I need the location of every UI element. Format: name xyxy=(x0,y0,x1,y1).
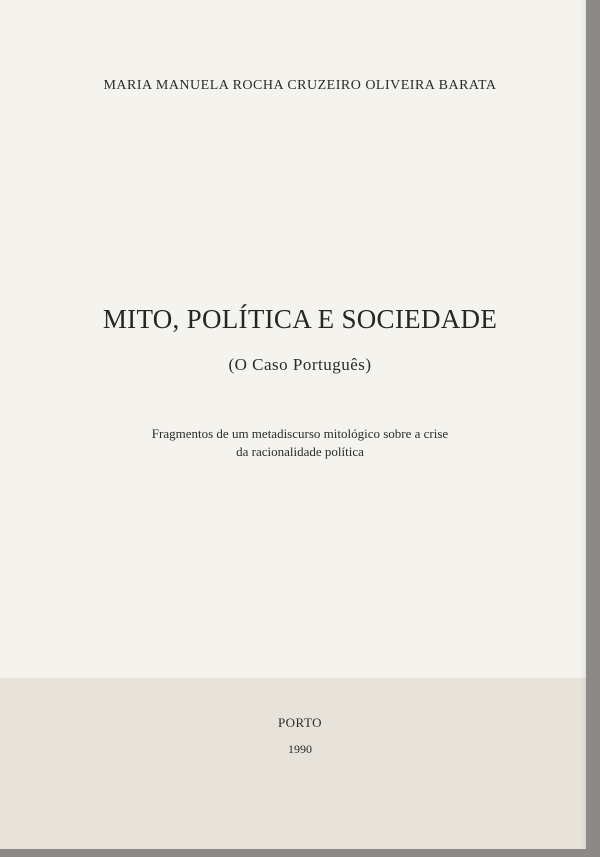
description-line-1: Fragmentos de um metadiscurso mitológico sobre a crise xyxy=(151,426,449,441)
book-subtitle: (O Caso Português) xyxy=(228,355,372,374)
description-line-2: da racionalidade política xyxy=(236,444,364,459)
author-name: MARIA MANUELA ROCHA CRUZEIRO OLIVEIRA BARATA xyxy=(103,78,497,93)
book-title: MITO, POLÍTICA E SOCIEDADE xyxy=(102,304,498,334)
bottom-band xyxy=(0,678,586,849)
publication-year: 1990 xyxy=(288,742,312,756)
publication-place: PORTO xyxy=(277,715,323,730)
book-description xyxy=(0,425,586,461)
